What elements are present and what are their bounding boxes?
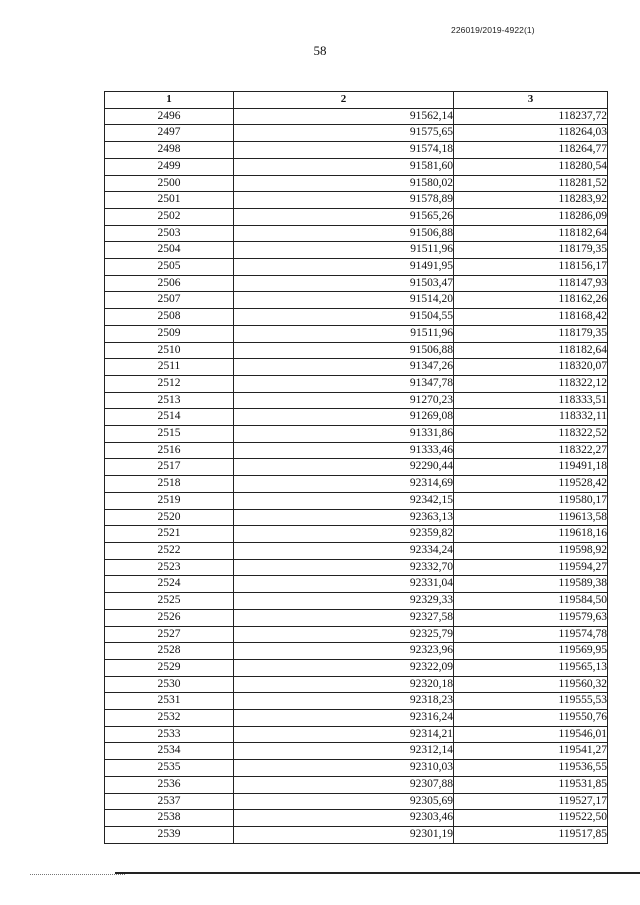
x-coordinate-cell: 92316,24 bbox=[234, 710, 454, 727]
x-coordinate-cell: 91574,18 bbox=[234, 142, 454, 159]
x-coordinate-cell: 91581,60 bbox=[234, 158, 454, 175]
point-number-cell: 2500 bbox=[105, 175, 234, 192]
y-coordinate-cell: 119569,95 bbox=[454, 643, 608, 660]
x-coordinate-cell: 91565,26 bbox=[234, 208, 454, 225]
point-number-cell: 2511 bbox=[105, 359, 234, 376]
point-number-cell: 2504 bbox=[105, 242, 234, 259]
x-coordinate-cell: 91270,23 bbox=[234, 392, 454, 409]
point-number-cell: 2528 bbox=[105, 643, 234, 660]
table-row bbox=[105, 676, 608, 693]
y-coordinate-cell: 118281,52 bbox=[454, 175, 608, 192]
table-row bbox=[105, 392, 608, 409]
table-row bbox=[105, 225, 608, 242]
y-coordinate-cell: 118156,17 bbox=[454, 259, 608, 276]
point-number-cell: 2531 bbox=[105, 693, 234, 710]
table-row bbox=[105, 142, 608, 159]
y-coordinate-cell: 119522,50 bbox=[454, 810, 608, 827]
x-coordinate-cell: 91333,46 bbox=[234, 442, 454, 459]
table-row bbox=[105, 442, 608, 459]
point-number-cell: 2536 bbox=[105, 776, 234, 793]
table-row bbox=[105, 192, 608, 209]
point-number-cell: 2496 bbox=[105, 108, 234, 125]
y-coordinate-cell: 118280,54 bbox=[454, 158, 608, 175]
y-coordinate-cell: 119536,55 bbox=[454, 760, 608, 777]
y-coordinate-cell: 118322,52 bbox=[454, 426, 608, 443]
table-row bbox=[105, 826, 608, 843]
point-number-cell: 2526 bbox=[105, 609, 234, 626]
column-header-2: 2 bbox=[234, 92, 454, 109]
table-row bbox=[105, 125, 608, 142]
point-number-cell: 2505 bbox=[105, 259, 234, 276]
point-number-cell: 2519 bbox=[105, 492, 234, 509]
column-header-1: 1 bbox=[105, 92, 234, 109]
table-row bbox=[105, 760, 608, 777]
point-number-cell: 2524 bbox=[105, 576, 234, 593]
x-coordinate-cell: 92329,33 bbox=[234, 593, 454, 610]
table-row bbox=[105, 242, 608, 259]
table-row bbox=[105, 559, 608, 576]
x-coordinate-cell: 92312,14 bbox=[234, 743, 454, 760]
table-row bbox=[105, 459, 608, 476]
table-row bbox=[105, 609, 608, 626]
x-coordinate-cell: 91504,55 bbox=[234, 309, 454, 326]
table-row bbox=[105, 208, 608, 225]
y-coordinate-cell: 118322,27 bbox=[454, 442, 608, 459]
x-coordinate-cell: 91503,47 bbox=[234, 275, 454, 292]
y-coordinate-cell: 119584,50 bbox=[454, 593, 608, 610]
footer-rule-faint bbox=[30, 874, 125, 876]
x-coordinate-cell: 91580,02 bbox=[234, 175, 454, 192]
x-coordinate-cell: 92331,04 bbox=[234, 576, 454, 593]
y-coordinate-cell: 119589,38 bbox=[454, 576, 608, 593]
table-row bbox=[105, 810, 608, 827]
table-row bbox=[105, 359, 608, 376]
x-coordinate-cell: 92305,69 bbox=[234, 793, 454, 810]
column-header-3: 3 bbox=[454, 92, 608, 109]
x-coordinate-cell: 91511,96 bbox=[234, 325, 454, 342]
x-coordinate-cell: 92332,70 bbox=[234, 559, 454, 576]
y-coordinate-cell: 119527,17 bbox=[454, 793, 608, 810]
table-row bbox=[105, 292, 608, 309]
x-coordinate-cell: 91331,86 bbox=[234, 426, 454, 443]
page-number: 58 bbox=[313, 43, 327, 58]
table-row bbox=[105, 526, 608, 543]
x-coordinate-cell: 91269,08 bbox=[234, 409, 454, 426]
table-row bbox=[105, 593, 608, 610]
x-coordinate-cell: 92322,09 bbox=[234, 659, 454, 676]
point-number-cell: 2512 bbox=[105, 375, 234, 392]
table-row bbox=[105, 342, 608, 359]
x-coordinate-cell: 91578,89 bbox=[234, 192, 454, 209]
x-coordinate-cell: 92303,46 bbox=[234, 810, 454, 827]
point-number-cell: 2522 bbox=[105, 542, 234, 559]
x-coordinate-cell: 92342,15 bbox=[234, 492, 454, 509]
x-coordinate-cell: 92314,69 bbox=[234, 476, 454, 493]
x-coordinate-cell: 92320,18 bbox=[234, 676, 454, 693]
point-number-cell: 2537 bbox=[105, 793, 234, 810]
point-number-cell: 2533 bbox=[105, 726, 234, 743]
y-coordinate-cell: 119560,32 bbox=[454, 676, 608, 693]
x-coordinate-cell: 92290,44 bbox=[234, 459, 454, 476]
x-coordinate-cell: 91511,96 bbox=[234, 242, 454, 259]
y-coordinate-cell: 118320,07 bbox=[454, 359, 608, 376]
y-coordinate-cell: 119574,78 bbox=[454, 626, 608, 643]
point-number-cell: 2508 bbox=[105, 309, 234, 326]
y-coordinate-cell: 119531,85 bbox=[454, 776, 608, 793]
table-row bbox=[105, 743, 608, 760]
table-row bbox=[105, 158, 608, 175]
point-number-cell: 2514 bbox=[105, 409, 234, 426]
table-row bbox=[105, 325, 608, 342]
y-coordinate-cell: 118147,93 bbox=[454, 275, 608, 292]
y-coordinate-cell: 118333,51 bbox=[454, 392, 608, 409]
x-coordinate-cell: 92325,79 bbox=[234, 626, 454, 643]
x-coordinate-cell: 91347,26 bbox=[234, 359, 454, 376]
point-number-cell: 2499 bbox=[105, 158, 234, 175]
x-coordinate-cell: 92314,21 bbox=[234, 726, 454, 743]
x-coordinate-cell: 91514,20 bbox=[234, 292, 454, 309]
x-coordinate-cell: 92334,24 bbox=[234, 542, 454, 559]
table-row bbox=[105, 409, 608, 426]
x-coordinate-cell: 92301,19 bbox=[234, 826, 454, 843]
table-row bbox=[105, 426, 608, 443]
point-number-cell: 2510 bbox=[105, 342, 234, 359]
y-coordinate-cell: 119598,92 bbox=[454, 542, 608, 559]
y-coordinate-cell: 119618,16 bbox=[454, 526, 608, 543]
point-number-cell: 2517 bbox=[105, 459, 234, 476]
y-coordinate-cell: 119555,53 bbox=[454, 693, 608, 710]
table-row bbox=[105, 659, 608, 676]
document-id: 226019/2019-4922(1) bbox=[451, 25, 535, 35]
coordinates-table bbox=[104, 91, 608, 844]
y-coordinate-cell: 118322,12 bbox=[454, 375, 608, 392]
point-number-cell: 2539 bbox=[105, 826, 234, 843]
x-coordinate-cell: 91491,95 bbox=[234, 259, 454, 276]
table-row bbox=[105, 108, 608, 125]
y-coordinate-cell: 119613,58 bbox=[454, 509, 608, 526]
y-coordinate-cell: 118162,26 bbox=[454, 292, 608, 309]
x-coordinate-cell: 92307,88 bbox=[234, 776, 454, 793]
point-number-cell: 2501 bbox=[105, 192, 234, 209]
y-coordinate-cell: 118264,03 bbox=[454, 125, 608, 142]
point-number-cell: 2515 bbox=[105, 426, 234, 443]
y-coordinate-cell: 118168,42 bbox=[454, 309, 608, 326]
y-coordinate-cell: 118264,77 bbox=[454, 142, 608, 159]
x-coordinate-cell: 91506,88 bbox=[234, 225, 454, 242]
table-row bbox=[105, 710, 608, 727]
point-number-cell: 2535 bbox=[105, 760, 234, 777]
y-coordinate-cell: 119565,13 bbox=[454, 659, 608, 676]
y-coordinate-cell: 119550,76 bbox=[454, 710, 608, 727]
point-number-cell: 2513 bbox=[105, 392, 234, 409]
point-number-cell: 2516 bbox=[105, 442, 234, 459]
table-row bbox=[105, 309, 608, 326]
y-coordinate-cell: 119491,18 bbox=[454, 459, 608, 476]
y-coordinate-cell: 118286,09 bbox=[454, 208, 608, 225]
table-row bbox=[105, 375, 608, 392]
table-row bbox=[105, 542, 608, 559]
y-coordinate-cell: 119594,27 bbox=[454, 559, 608, 576]
point-number-cell: 2497 bbox=[105, 125, 234, 142]
point-number-cell: 2529 bbox=[105, 659, 234, 676]
y-coordinate-cell: 118332,11 bbox=[454, 409, 608, 426]
y-coordinate-cell: 118179,35 bbox=[454, 325, 608, 342]
point-number-cell: 2502 bbox=[105, 208, 234, 225]
table-row bbox=[105, 726, 608, 743]
point-number-cell: 2527 bbox=[105, 626, 234, 643]
y-coordinate-cell: 119528,42 bbox=[454, 476, 608, 493]
x-coordinate-cell: 92310,03 bbox=[234, 760, 454, 777]
table-row bbox=[105, 476, 608, 493]
table-header-row bbox=[105, 92, 608, 109]
table-row bbox=[105, 175, 608, 192]
table-row bbox=[105, 509, 608, 526]
y-coordinate-cell: 118283,92 bbox=[454, 192, 608, 209]
x-coordinate-cell: 91575,65 bbox=[234, 125, 454, 142]
footer-rule bbox=[115, 872, 640, 874]
point-number-cell: 2518 bbox=[105, 476, 234, 493]
y-coordinate-cell: 119580,17 bbox=[454, 492, 608, 509]
point-number-cell: 2538 bbox=[105, 810, 234, 827]
table-row bbox=[105, 576, 608, 593]
x-coordinate-cell: 92363,13 bbox=[234, 509, 454, 526]
y-coordinate-cell: 118179,35 bbox=[454, 242, 608, 259]
table-row bbox=[105, 693, 608, 710]
point-number-cell: 2509 bbox=[105, 325, 234, 342]
y-coordinate-cell: 119517,85 bbox=[454, 826, 608, 843]
point-number-cell: 2506 bbox=[105, 275, 234, 292]
x-coordinate-cell: 92359,82 bbox=[234, 526, 454, 543]
table-row bbox=[105, 626, 608, 643]
y-coordinate-cell: 118237,72 bbox=[454, 108, 608, 125]
table-row bbox=[105, 275, 608, 292]
table-row bbox=[105, 793, 608, 810]
point-number-cell: 2525 bbox=[105, 593, 234, 610]
point-number-cell: 2498 bbox=[105, 142, 234, 159]
y-coordinate-cell: 119579,63 bbox=[454, 609, 608, 626]
point-number-cell: 2523 bbox=[105, 559, 234, 576]
point-number-cell: 2534 bbox=[105, 743, 234, 760]
point-number-cell: 2520 bbox=[105, 509, 234, 526]
x-coordinate-cell: 92318,23 bbox=[234, 693, 454, 710]
y-coordinate-cell: 119541,27 bbox=[454, 743, 608, 760]
table-row bbox=[105, 776, 608, 793]
table-body bbox=[105, 108, 608, 843]
table-row bbox=[105, 643, 608, 660]
table-row bbox=[105, 259, 608, 276]
table-row bbox=[105, 492, 608, 509]
point-number-cell: 2530 bbox=[105, 676, 234, 693]
y-coordinate-cell: 119546,01 bbox=[454, 726, 608, 743]
y-coordinate-cell: 118182,64 bbox=[454, 342, 608, 359]
x-coordinate-cell: 91347,78 bbox=[234, 375, 454, 392]
point-number-cell: 2503 bbox=[105, 225, 234, 242]
x-coordinate-cell: 91506,88 bbox=[234, 342, 454, 359]
y-coordinate-cell: 118182,64 bbox=[454, 225, 608, 242]
point-number-cell: 2532 bbox=[105, 710, 234, 727]
point-number-cell: 2521 bbox=[105, 526, 234, 543]
x-coordinate-cell: 92327,58 bbox=[234, 609, 454, 626]
x-coordinate-cell: 92323,96 bbox=[234, 643, 454, 660]
x-coordinate-cell: 91562,14 bbox=[234, 108, 454, 125]
point-number-cell: 2507 bbox=[105, 292, 234, 309]
